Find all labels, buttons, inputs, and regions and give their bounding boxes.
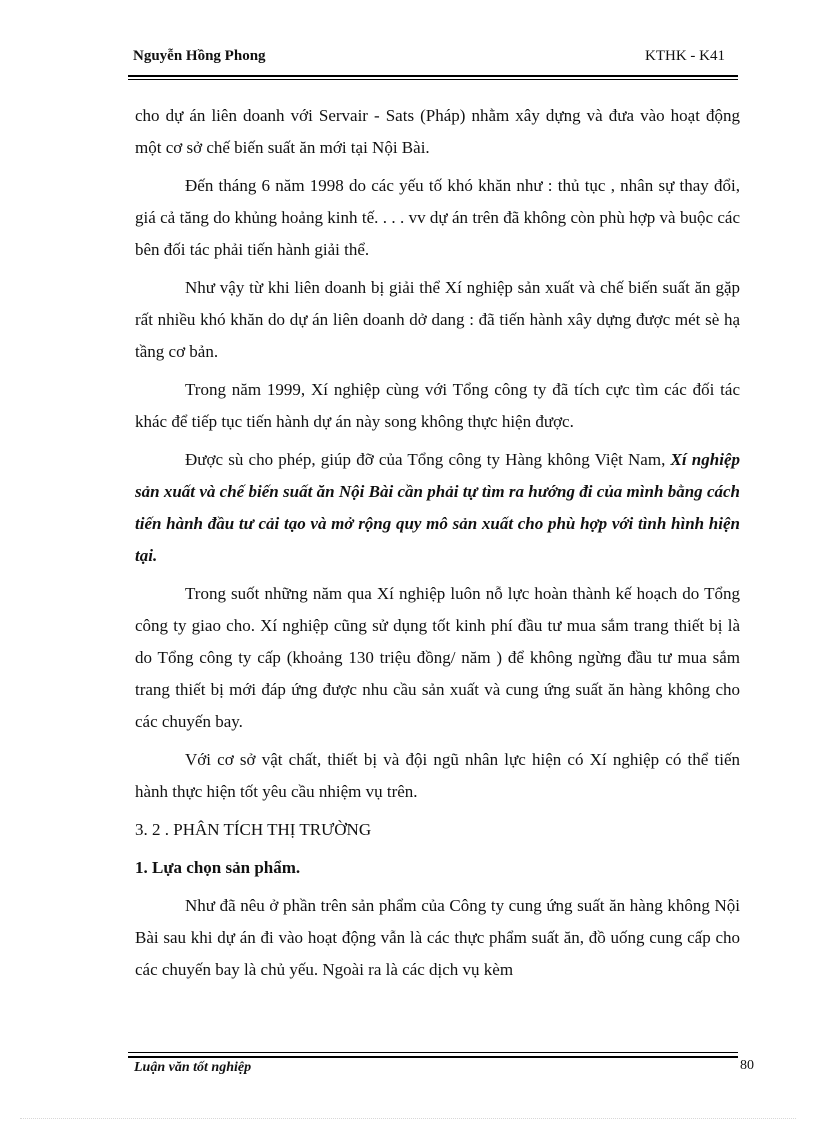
footer-label: Luận văn tốt nghiệp bbox=[134, 1060, 252, 1075]
paragraph-5 bbox=[135, 444, 740, 572]
paragraph-7: Với cơ sở vật chất, thiết bị và đội ngũ nhân lực hiện có Xí nghiệp có thể tiến hành thực hiện tốt yêu cầu nhiệm vụ trên. bbox=[135, 750, 740, 801]
header-course: KTHK - K41 bbox=[645, 48, 725, 64]
footer-rule-thick bbox=[128, 1056, 738, 1058]
paragraph-5-intro: Được sù cho phép, giúp đỡ của Tổng công ty Hàng không Việt Nam, bbox=[185, 450, 666, 469]
footer-rule-thin bbox=[128, 1052, 738, 1053]
paragraph-1: cho dự án liên doanh với Servair - Sats (Pháp) nhằm xây dựng và đưa vào hoạt động một cơ sở chế biến suất ăn mới tại Nội Bài. bbox=[135, 106, 740, 157]
paragraph-8: Như đã nêu ở phần trên sản phẩm của Công ty cung ứng suất ăn hàng không Nội Bài sau khi dự án đi vào hoạt động vẫn là các thực phẩm suất ăn, đồ uống cung cấp cho các chuyến bay là chủ yếu. Ngoài ra là các dịch vụ kèm bbox=[135, 896, 740, 979]
header-rule-thin bbox=[128, 79, 738, 80]
subsection-heading: 1. Lựa chọn sản phẩm. bbox=[135, 858, 301, 877]
paragraph-3: Như vậy từ khi liên doanh bị giải thể Xí nghiệp sản xuất và chế biến suất ăn gặp rất nhiều khó khăn do dự án liên doanh dở dang : đã tiến hành xây dựng được mét sè hạ tầng cơ bản. bbox=[135, 278, 740, 361]
page-edge-dotted-line bbox=[20, 1118, 796, 1119]
paragraph-5-emphasis: Xí nghiệp sản xuất và chế biến suất ăn Nội Bài cần phải tự tìm ra hướng đi của mình bằng cách tiến hành đầu tư cải tạo và mở rộng quy mô sản xuất cho phù hợp với tình hình hiện tại. bbox=[135, 450, 740, 565]
page-body bbox=[135, 100, 740, 992]
paragraph-6: Trong suốt những năm qua Xí nghiệp luôn nỗ lực hoàn thành kế hoạch do Tổng công ty giao cho. Xí nghiệp cũng sử dụng tốt kinh phí đầu tư mua sắm trang thiết bị là do Tổng công ty cấp (khoảng 130 triệu đồng/ năm ) để không ngừng đầu tư mua sắm trang thiết bị mới đáp ứng được nhu cầu sản xuất và cung ứng suất ăn hàng không cho các chuyến bay. bbox=[135, 584, 740, 731]
page-header bbox=[133, 48, 725, 70]
header-rule-thick bbox=[128, 75, 738, 77]
paragraph-4: Trong năm 1999, Xí nghiệp cùng với Tổng công ty đã tích cực tìm các đối tác khác để tiếp tục tiến hành dự án này song không thực hiện được. bbox=[135, 380, 740, 431]
section-heading: 3. 2 . PHÂN TÍCH THỊ TRƯỜNG bbox=[135, 820, 372, 839]
header-author: Nguyễn Hồng Phong bbox=[133, 48, 266, 64]
page-number: 80 bbox=[740, 1058, 754, 1073]
paragraph-2: Đến tháng 6 năm 1998 do các yếu tố khó khăn như : thủ tục , nhân sự thay đổi, giá cả tăng do khủng hoảng kinh tế. . . . vv dự án trên đã không còn phù hợp và buộc các bên đối tác phải tiến hành giải thể. bbox=[135, 176, 740, 259]
